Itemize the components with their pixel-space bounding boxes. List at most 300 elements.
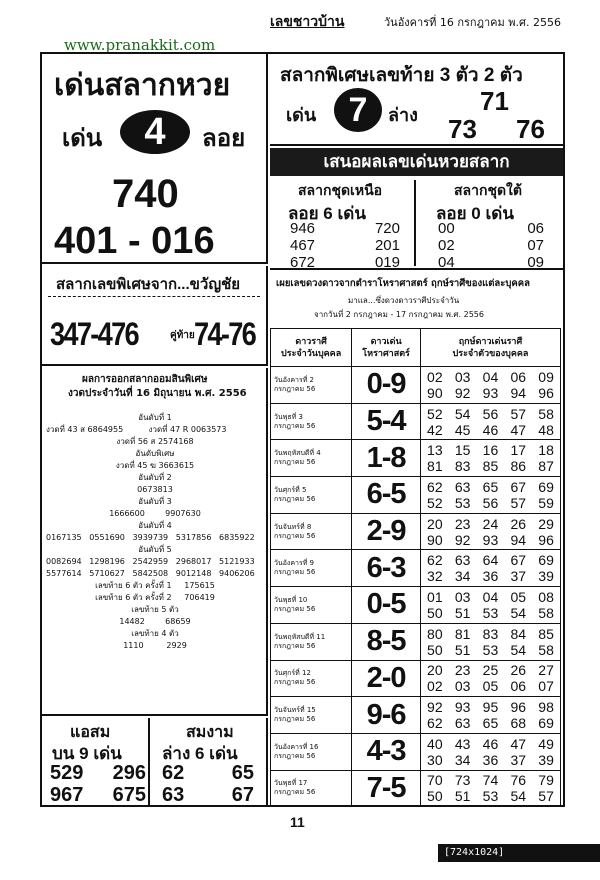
lucky-number: 50 xyxy=(427,641,443,658)
month-label: กรกฎาคม 56 xyxy=(274,421,316,430)
day-label: วันพฤหัสบดีที่ 4 xyxy=(274,449,321,458)
north-r2c0: 672 xyxy=(290,254,316,271)
lucky-number: 64 xyxy=(482,552,499,569)
bottom-mid-sub: ล่าง 6 เด่น xyxy=(162,744,238,763)
number-740: 740 xyxy=(112,172,179,216)
south-numbers xyxy=(438,220,544,271)
upic-stamp[interactable]: [724x1024] http://upic.me/ xyxy=(438,844,600,862)
zodiac-row xyxy=(271,550,561,587)
zodiac-day xyxy=(271,477,352,514)
lucky-number: 85 xyxy=(482,458,499,475)
lucky-number: 52 xyxy=(427,494,443,511)
left-top-title: เด่นสลากหวย xyxy=(54,69,231,102)
result-line: อันดับที่ 5 xyxy=(138,545,172,554)
north-r1c1: 201 xyxy=(374,237,400,254)
lucky-numbers xyxy=(420,440,560,477)
col3b: ประจำตัวของบุคคล xyxy=(452,348,529,359)
den-value: 4 xyxy=(144,110,166,153)
lucky-number: 80 xyxy=(427,625,443,642)
lucky-number: 53 xyxy=(482,788,499,805)
lucky-number: 09 xyxy=(538,368,554,385)
lucky-number: 69 xyxy=(538,715,554,732)
month-label: กรกฎาคม 56 xyxy=(274,531,316,540)
lucky-number: 74 xyxy=(482,772,499,789)
lucky-line-1 xyxy=(421,662,560,678)
value-76: 76 xyxy=(516,114,545,144)
day-label: วันอังคารที่ 16 xyxy=(274,742,319,751)
issue-date: วันอังคารที่ 16 กรกฎาคม พ.ศ. 2556 xyxy=(384,16,561,29)
lucky-numbers xyxy=(420,403,560,440)
lucky-number: 02 xyxy=(427,368,443,385)
result-line: 0167135 0551690 3939739 5317856 6835922 xyxy=(46,533,255,542)
zodiac-day xyxy=(271,770,352,807)
lucky-number: 36 xyxy=(482,751,499,768)
zodiac-row xyxy=(271,440,561,477)
lucky-line-2 xyxy=(421,532,560,548)
results-subtitle: งวดประจำวันที่ 16 มิถุนายน พ.ศ. 2556 xyxy=(68,388,247,399)
day-label: วันพุธที่ 3 xyxy=(274,412,303,421)
lucky-number: 39 xyxy=(538,751,554,768)
lucky-number: 20 xyxy=(427,515,443,532)
lucky-line-1 xyxy=(421,736,560,752)
lucky-line-1 xyxy=(421,772,560,788)
lucky-number: 85 xyxy=(538,625,554,642)
lucky-number: 07 xyxy=(538,678,554,695)
lucky-line-1 xyxy=(421,406,560,422)
lucky-number: 67 xyxy=(510,478,527,495)
result-line: 0673813 xyxy=(137,485,173,494)
lucky-number: 27 xyxy=(538,662,554,679)
bottom-mid-panel xyxy=(152,718,268,805)
col-head-1 xyxy=(271,329,352,367)
lucky-number: 98 xyxy=(538,699,554,716)
lucky-number: 58 xyxy=(538,641,554,658)
lucky-line-2 xyxy=(421,605,560,621)
result-line: อันดับพิเศษ xyxy=(135,449,175,458)
lucky-number: 83 xyxy=(482,625,499,642)
zodiac-table-wrap xyxy=(270,328,563,807)
star-pair: 5-4 xyxy=(352,403,421,440)
zodiac-day xyxy=(271,513,352,550)
zodiac-row xyxy=(271,733,561,770)
result-line: อันดับที่ 1 xyxy=(138,413,172,422)
lucky-line-2 xyxy=(421,642,560,658)
lucky-numbers xyxy=(420,733,560,770)
zodiac-rows xyxy=(271,367,561,807)
star-pair: 0-9 xyxy=(352,367,421,404)
day-label: วันศุกร์ที่ 5 xyxy=(274,485,307,494)
star-pair: 0-5 xyxy=(352,587,421,624)
zodiac-day xyxy=(271,660,352,697)
bottom-left-sub: บน 9 เด่น xyxy=(52,744,122,763)
lucky-number: 46 xyxy=(482,421,499,438)
lucky-number: 84 xyxy=(510,625,527,642)
lucky-number: 46 xyxy=(482,735,499,752)
south-r1c0: 02 xyxy=(438,237,455,254)
day-label: วันพุธที่ 17 xyxy=(274,779,308,788)
lucky-number: 32 xyxy=(427,568,443,585)
site-url[interactable]: www.pranakkit.com xyxy=(64,36,216,54)
month-label: กรกฎาคม 56 xyxy=(274,384,316,393)
lucky-number: 54 xyxy=(510,604,527,621)
month-label: กรกฎาคม 56 xyxy=(274,715,316,724)
loi-label: ลอย xyxy=(202,125,246,152)
result-line: 1666600 9907630 xyxy=(109,509,201,518)
month-label: กรกฎาคม 56 xyxy=(274,494,316,503)
left-special-title: สลากเลขพิเศษจาก...ขวัญชัย xyxy=(56,276,241,293)
star-pair: 6-5 xyxy=(352,477,421,514)
bl-r1c1: 675 xyxy=(112,784,146,806)
month-label: กรกฎาคม 56 xyxy=(274,604,316,613)
lucky-number: 65 xyxy=(482,715,499,732)
lucky-numbers xyxy=(420,770,560,807)
results-lines xyxy=(46,412,264,652)
bl-r1c0: 967 xyxy=(50,784,84,806)
day-label: วันพุธที่ 10 xyxy=(274,595,308,604)
lucky-line-2 xyxy=(421,715,560,731)
lucky-number: 63 xyxy=(454,478,471,495)
lucky-number: 83 xyxy=(454,458,471,475)
lucky-number: 43 xyxy=(454,735,471,752)
day-label: วันจันทร์ที่ 15 xyxy=(274,706,316,715)
north-south-panel xyxy=(270,176,563,270)
lucky-number: 47 xyxy=(510,421,527,438)
col3a: ฤกษ์ดาวเด่นราศี xyxy=(458,336,523,347)
bottom-mid-numbers xyxy=(162,762,254,806)
lucky-number: 51 xyxy=(454,788,471,805)
lucky-number: 50 xyxy=(427,604,443,621)
south-r0c0: 00 xyxy=(438,220,455,237)
lucky-numbers xyxy=(420,513,560,550)
lucky-number: 56 xyxy=(482,405,499,422)
zodiac-row xyxy=(271,477,561,514)
lucky-number: 96 xyxy=(538,531,554,548)
lucky-number: 62 xyxy=(427,478,443,495)
lucky-number: 67 xyxy=(510,552,527,569)
day-label: วันอังคารที่ 9 xyxy=(274,559,315,568)
right-den-label: เด่น xyxy=(286,105,317,125)
lucky-number: 02 xyxy=(427,678,443,695)
lucky-number: 53 xyxy=(454,494,471,511)
result-line: งวดที่ 56 ส 2574168 xyxy=(116,437,194,446)
zodiac-sub2: จากวันที่ 2 กรกฎาคม - 17 กรกฎาคม พ.ศ. 2556 xyxy=(314,310,484,319)
zodiac-day xyxy=(271,403,352,440)
bm-r0c0: 62 xyxy=(162,762,185,784)
lucky-number: 92 xyxy=(454,531,471,548)
den-label: เด่น xyxy=(62,125,103,152)
lucky-number: 15 xyxy=(454,442,471,459)
north-sub: ลอย 6 เด่น xyxy=(288,204,366,223)
lucky-number: 04 xyxy=(482,588,499,605)
lucky-line-2 xyxy=(421,678,560,694)
lucky-number: 62 xyxy=(427,552,443,569)
lucky-numbers xyxy=(420,587,560,624)
tail-number: 74-76 xyxy=(194,316,256,352)
star-pair: 8-5 xyxy=(352,623,421,660)
month-label: กรกฎาคม 56 xyxy=(274,678,316,687)
result-line: เลขท้าย 5 ตัว xyxy=(131,605,179,614)
lucky-number: 76 xyxy=(510,772,527,789)
result-line: 0082694 1298196 2542959 2968017 5121933 xyxy=(46,557,255,566)
lucky-number: 23 xyxy=(454,662,471,679)
lucky-number: 36 xyxy=(482,568,499,585)
lucky-number: 17 xyxy=(510,442,527,459)
zodiac-row xyxy=(271,697,561,734)
north-r0c1: 720 xyxy=(374,220,400,237)
lucky-number: 08 xyxy=(538,588,554,605)
lucky-number: 63 xyxy=(454,715,471,732)
lucky-number: 59 xyxy=(538,494,554,511)
lucky-number: 81 xyxy=(427,458,443,475)
north-r0c0: 946 xyxy=(290,220,316,237)
lucky-number: 70 xyxy=(427,772,443,789)
lucky-number: 69 xyxy=(538,478,554,495)
zodiac-day xyxy=(271,587,352,624)
lucky-number: 68 xyxy=(510,715,527,732)
lucky-line-2 xyxy=(421,788,560,804)
lucky-number: 58 xyxy=(538,604,554,621)
lucky-number: 04 xyxy=(482,368,499,385)
lucky-line-2 xyxy=(421,752,560,768)
col1b: ประจำวันบุคคล xyxy=(281,348,342,359)
star-pair: 2-0 xyxy=(352,660,421,697)
star-pair: 2-9 xyxy=(352,513,421,550)
bm-r0c1: 65 xyxy=(231,762,254,784)
right-den-value: 7 xyxy=(348,90,368,129)
lucky-number: 94 xyxy=(510,384,527,401)
results-title: ผลการออกสลากออมสินพิเศษ xyxy=(82,374,208,385)
lucky-number: 93 xyxy=(482,531,499,548)
lucky-number: 86 xyxy=(510,458,527,475)
lucky-numbers xyxy=(420,550,560,587)
zodiac-day xyxy=(271,550,352,587)
lucky-number: 73 xyxy=(454,772,471,789)
lucky-number: 20 xyxy=(427,662,443,679)
day-label: วันจันทร์ที่ 8 xyxy=(274,522,312,531)
result-line: เลขท้าย 6 ตัว ครั้งที่ 2 706419 xyxy=(95,593,215,602)
north-title: สลากชุดเหนือ xyxy=(298,182,383,198)
lucky-line-1 xyxy=(421,369,560,385)
lucky-number: 29 xyxy=(538,515,554,532)
lucky-numbers xyxy=(420,660,560,697)
result-line: อันดับที่ 4 xyxy=(138,521,172,530)
north-r2c1: 019 xyxy=(374,254,400,271)
zodiac-row xyxy=(271,660,561,697)
result-line: เลขท้าย 6 ตัว ครั้งที่ 1 175615 xyxy=(95,581,215,590)
star-pair: 7-5 xyxy=(352,770,421,807)
lucky-number: 13 xyxy=(427,442,443,459)
lucky-number: 37 xyxy=(510,751,527,768)
lucky-line-2 xyxy=(421,568,560,584)
lucky-number: 37 xyxy=(510,568,527,585)
result-line: งวดที่ 45 ฆ 3663615 xyxy=(115,461,195,470)
lucky-number: 03 xyxy=(454,368,471,385)
lucky-number: 93 xyxy=(482,384,499,401)
star-pair: 1-8 xyxy=(352,440,421,477)
lucky-number: 95 xyxy=(482,699,499,716)
col2a: ดาวเด่น xyxy=(370,336,402,347)
lucky-number: 87 xyxy=(538,458,554,475)
zodiac-day xyxy=(271,733,352,770)
star-pair: 9-6 xyxy=(352,697,421,734)
lucky-line-1 xyxy=(421,589,560,605)
lucky-line-2 xyxy=(421,385,560,401)
south-r2c0: 04 xyxy=(438,254,455,271)
left-special-divider xyxy=(48,296,260,297)
lucky-number: 50 xyxy=(427,788,443,805)
lucky-number: 34 xyxy=(454,751,471,768)
lucky-number: 01 xyxy=(427,588,443,605)
zodiac-title: เผยเลขดวงดาวจากตำราโหราศาสตร์ ฤกษ์ราศีของแต่ละบุคคล xyxy=(276,278,530,289)
lucky-number: 49 xyxy=(538,735,554,752)
lucky-number: 57 xyxy=(510,405,527,422)
day-label: วันพฤหัสบดีที่ 11 xyxy=(274,632,326,641)
north-r1c0: 467 xyxy=(290,237,316,254)
lucky-line-1 xyxy=(421,552,560,568)
zodiac-row xyxy=(271,367,561,404)
lucky-number: 96 xyxy=(510,699,527,716)
lucky-number: 54 xyxy=(510,641,527,658)
south-r1c1: 07 xyxy=(527,237,544,254)
ns-divider xyxy=(414,180,416,266)
lucky-number: 94 xyxy=(510,531,527,548)
month-label: กรกฎาคม 56 xyxy=(274,568,316,577)
lucky-numbers xyxy=(420,697,560,734)
lang-label: ล่าง xyxy=(388,105,418,125)
right-top-title: สลากพิเศษเลขท้าย 3 ตัว 2 ตัว xyxy=(280,65,523,86)
bottom-left-panel xyxy=(42,718,150,805)
lucky-number: 92 xyxy=(454,384,471,401)
col-head-3 xyxy=(420,329,560,367)
result-line: อันดับที่ 3 xyxy=(138,497,172,506)
lucky-number: 26 xyxy=(510,515,527,532)
lucky-number: 57 xyxy=(510,494,527,511)
bm-r1c1: 67 xyxy=(231,784,254,806)
den-value-circle xyxy=(120,110,190,154)
lucky-number: 34 xyxy=(454,568,471,585)
lucky-line-1 xyxy=(421,479,560,495)
lucky-number: 25 xyxy=(482,662,499,679)
zodiac-row xyxy=(271,513,561,550)
day-label: วันศุกร์ที่ 12 xyxy=(274,669,311,678)
result-line: เลขท้าย 4 ตัว xyxy=(131,629,179,638)
result-line: อันดับที่ 2 xyxy=(138,473,172,482)
lucky-number: 05 xyxy=(482,678,499,695)
right-top-panel xyxy=(270,54,563,146)
lucky-number: 30 xyxy=(427,751,443,768)
lucky-number: 42 xyxy=(427,421,443,438)
south-r2c1: 09 xyxy=(527,254,544,271)
zodiac-row xyxy=(271,623,561,660)
left-special-panel xyxy=(42,266,268,366)
zodiac-table xyxy=(270,328,561,807)
value-71: 71 xyxy=(480,86,509,116)
star-pair: 6-3 xyxy=(352,550,421,587)
lucky-number: 56 xyxy=(482,494,499,511)
lucky-line-2 xyxy=(421,422,560,438)
month-label: กรกฎาคม 56 xyxy=(274,788,316,797)
bl-r0c1: 296 xyxy=(112,762,146,784)
zodiac-header xyxy=(270,272,563,326)
results-panel xyxy=(42,368,268,716)
lucky-number: 92 xyxy=(427,699,443,716)
lucky-number: 51 xyxy=(454,641,471,658)
lucky-line-2 xyxy=(421,495,560,511)
lucky-number: 47 xyxy=(510,735,527,752)
lucky-number: 90 xyxy=(427,531,443,548)
bm-r1c0: 63 xyxy=(162,784,185,806)
zodiac-row xyxy=(271,587,561,624)
north-south-banner: เสนอผลเลขเด่นหวยสลาก xyxy=(270,148,563,176)
month-label: กรกฎาคม 56 xyxy=(274,641,316,650)
col-head-2 xyxy=(352,329,421,367)
result-line: งวดที่ 43 ส 6864955 งวดที่ 47 R 0063573 xyxy=(46,425,227,434)
lucky-number: 81 xyxy=(454,625,471,642)
lucky-number: 23 xyxy=(454,515,471,532)
lucky-number: 54 xyxy=(454,405,471,422)
month-label: กรกฎาคม 56 xyxy=(274,458,316,467)
south-sub: ลอย 0 เด่น xyxy=(436,204,514,223)
lucky-number: 54 xyxy=(510,788,527,805)
number-401-016: 401 - 016 xyxy=(54,220,215,262)
lucky-number: 53 xyxy=(482,641,499,658)
lucky-line-2 xyxy=(421,458,560,474)
lucky-number: 24 xyxy=(482,515,499,532)
masthead: เลขชาวบ้าน xyxy=(270,14,345,30)
lucky-number: 48 xyxy=(538,421,554,438)
value-73: 73 xyxy=(448,114,477,144)
lucky-number: 03 xyxy=(454,588,471,605)
lucky-number: 52 xyxy=(427,405,443,422)
lucky-number: 96 xyxy=(538,384,554,401)
lucky-number: 69 xyxy=(538,552,554,569)
day-label: วันอังคารที่ 2 xyxy=(274,375,315,384)
zodiac-row xyxy=(271,770,561,807)
lucky-number: 79 xyxy=(538,772,554,789)
zodiac-row xyxy=(271,403,561,440)
lucky-line-1 xyxy=(421,516,560,532)
zodiac-day xyxy=(271,697,352,734)
month-label: กรกฎาคม 56 xyxy=(274,751,316,760)
tail-label: คู่ท้าย xyxy=(170,330,195,341)
result-line: 1110 2929 xyxy=(123,641,187,650)
lucky-number: 06 xyxy=(510,678,527,695)
lucky-number: 90 xyxy=(427,384,443,401)
bottom-left-title: แอสม xyxy=(70,724,111,741)
lucky-number: 57 xyxy=(538,788,554,805)
star-pair: 4-3 xyxy=(352,733,421,770)
lucky-numbers xyxy=(420,367,560,404)
lucky-number: 39 xyxy=(538,568,554,585)
lucky-number: 63 xyxy=(454,552,471,569)
lucky-number: 26 xyxy=(510,662,527,679)
lucky-number: 53 xyxy=(482,604,499,621)
right-den-circle xyxy=(334,88,382,132)
lucky-number: 05 xyxy=(510,588,527,605)
zodiac-sub1: มาแล...ซึ่งดวงดาวราศีประจำวัน xyxy=(348,296,460,305)
lucky-number: 06 xyxy=(510,368,527,385)
col2b: โหราศาสตร์ xyxy=(362,348,410,359)
zodiac-day xyxy=(271,367,352,404)
result-line: 14482 68659 xyxy=(119,617,191,626)
lucky-number: 16 xyxy=(482,442,499,459)
lucky-number: 51 xyxy=(454,604,471,621)
zodiac-day xyxy=(271,440,352,477)
lucky-number: 65 xyxy=(482,478,499,495)
lucky-number: 40 xyxy=(427,735,443,752)
lucky-numbers xyxy=(420,623,560,660)
lucky-number: 62 xyxy=(427,715,443,732)
